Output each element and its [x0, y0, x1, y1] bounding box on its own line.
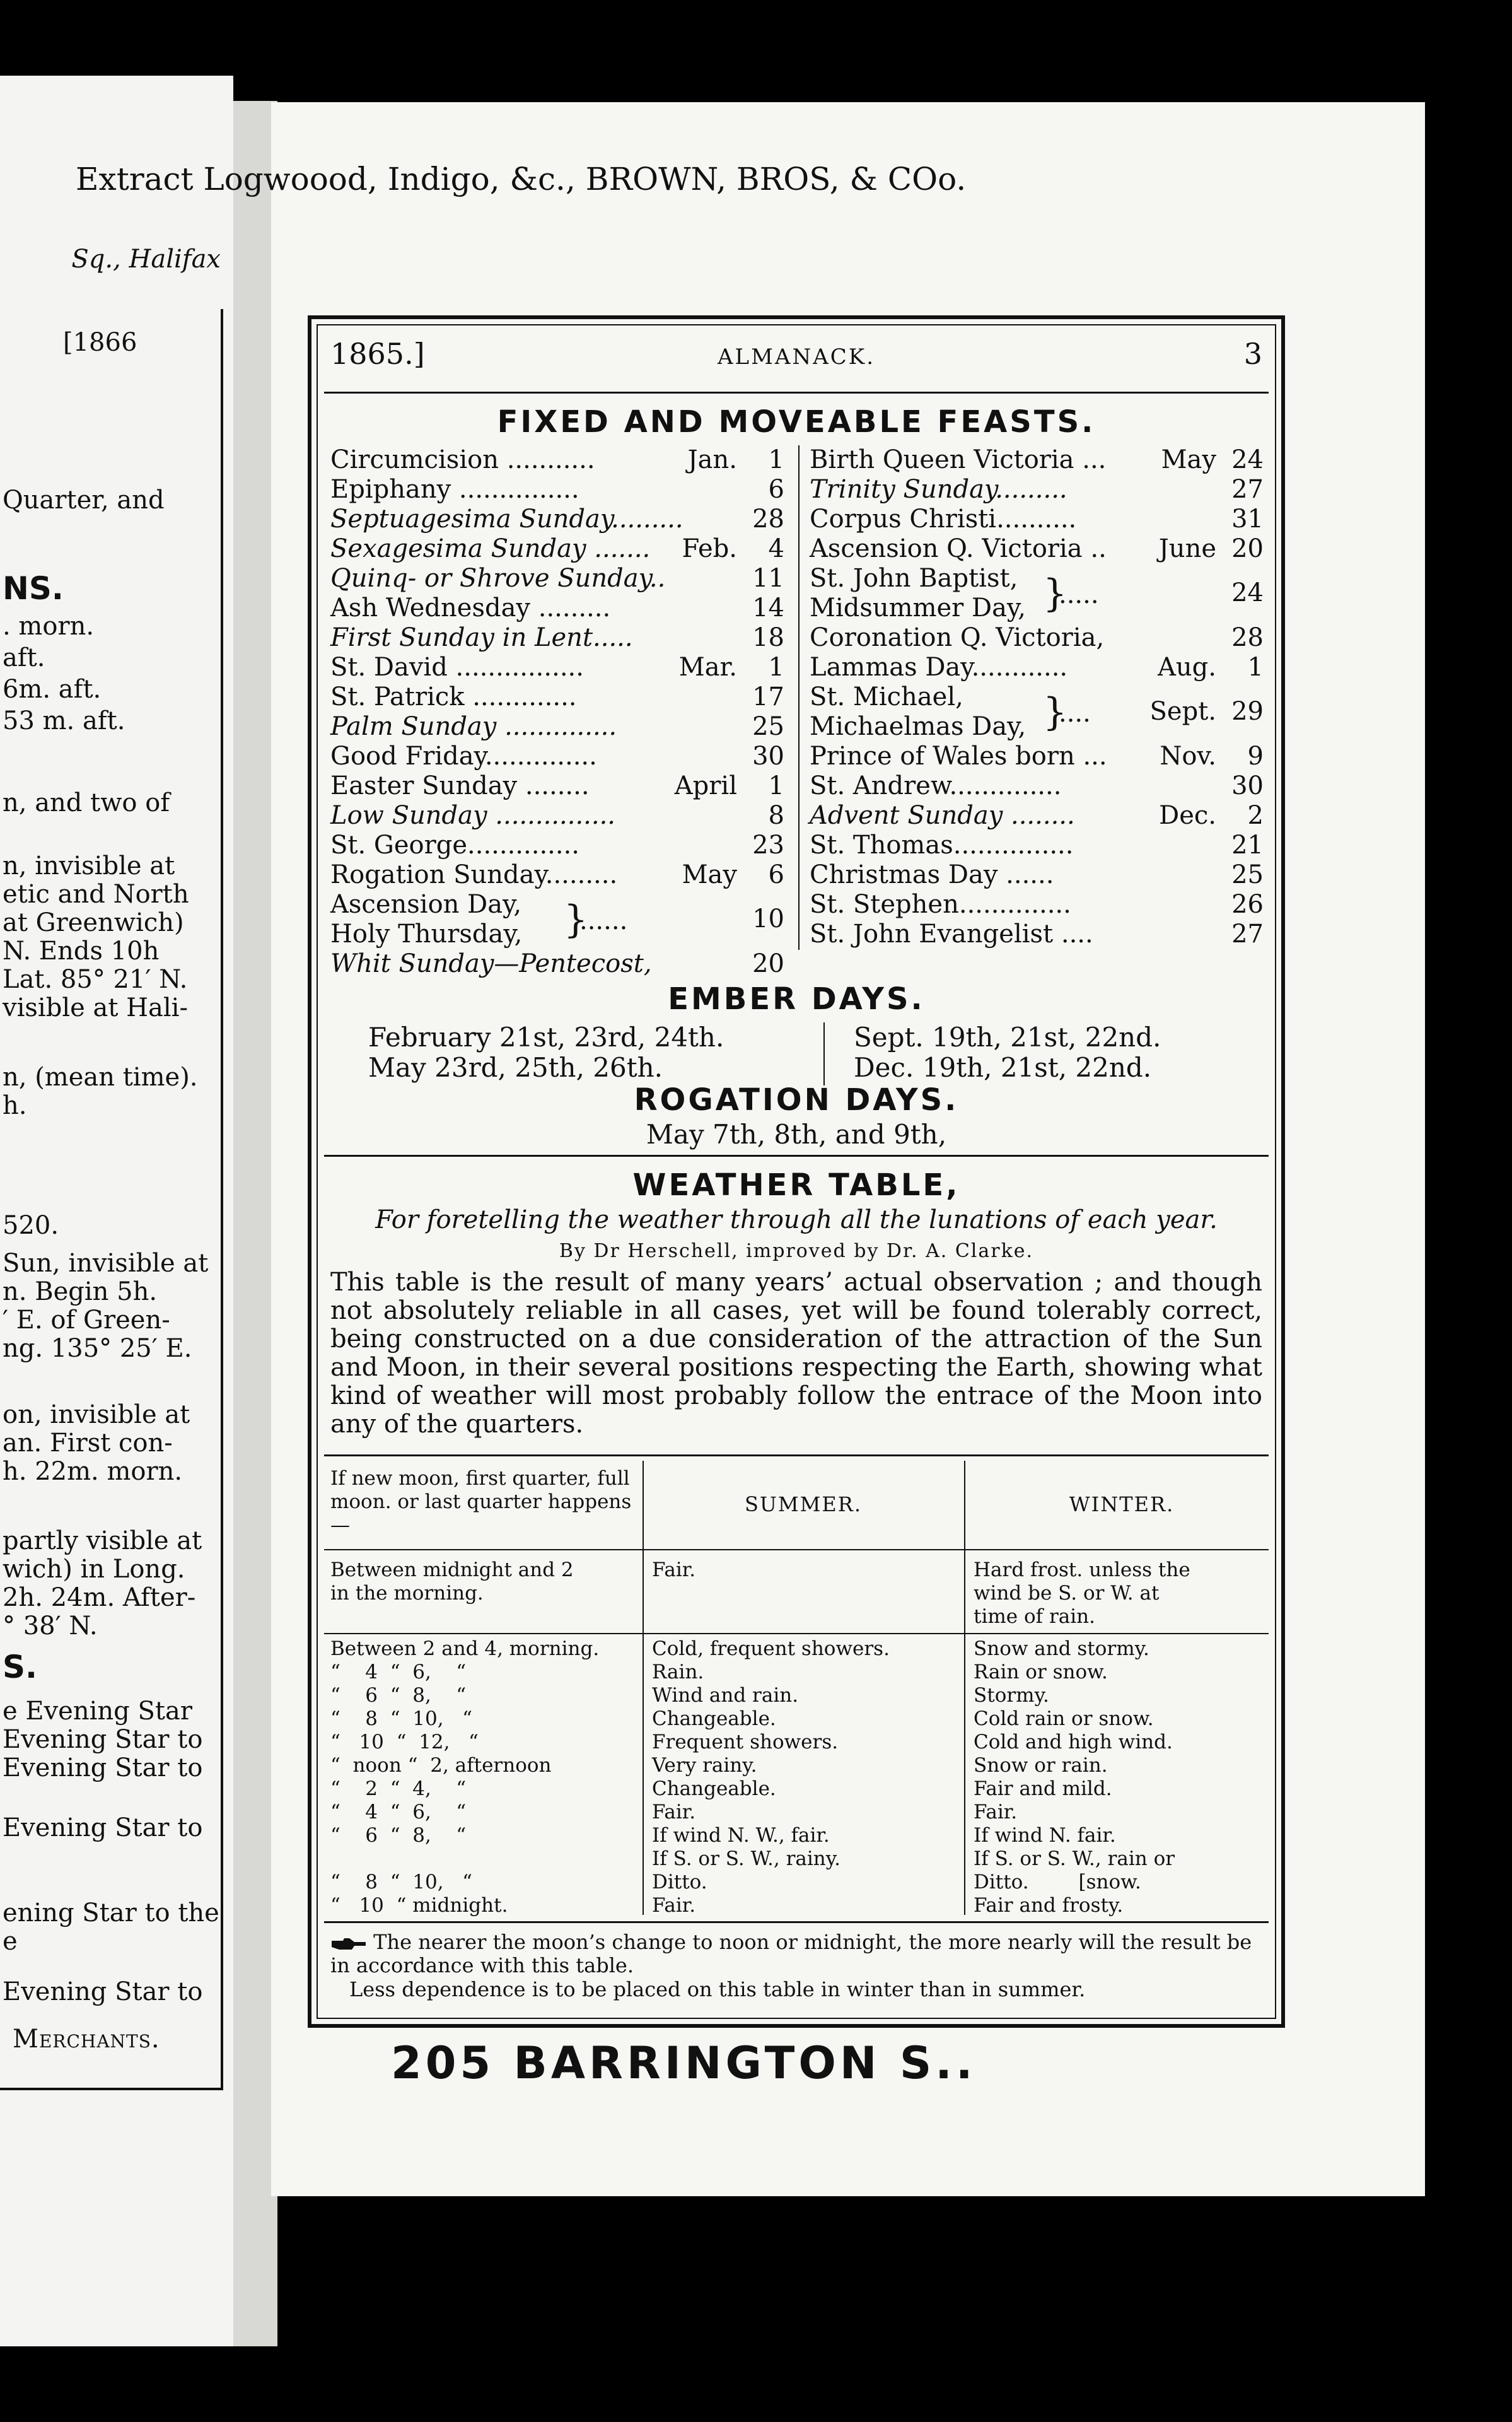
left-page-line: 520. [3, 1211, 59, 1240]
feast-row [330, 505, 784, 534]
left-page-line: . morn. [3, 612, 95, 641]
weather-col-winter-head: WINTER. [1069, 1492, 1175, 1516]
weather-when: “ 8 “ 10, “ [330, 1871, 472, 1893]
left-page-line: Evening Star to [3, 1753, 203, 1782]
left-page-line: Evening Star to [3, 1813, 203, 1842]
weather-when: Between 2 and 4, morning. [330, 1637, 600, 1660]
left-page-line: visible at Hali- [3, 993, 188, 1022]
left-page-line: 2h. 24m. After- [3, 1583, 196, 1612]
rogation-dates: May 7th, 8th, and 9th, [646, 1119, 947, 1150]
feast-name: Easter Sunday ........ [330, 771, 590, 800]
weather-row-rule [324, 1633, 1269, 1634]
feast-day: 6 [768, 860, 784, 889]
feast-name: Sexagesima Sunday ....... [330, 534, 651, 563]
leader-dots: ...... [579, 906, 628, 935]
weather-winter: Cold and high wind. [974, 1731, 1173, 1753]
feast-name: Coronation Q. Victoria, [810, 623, 1105, 652]
feast-day: 20 [752, 949, 784, 978]
feast-day: 25 [1231, 860, 1264, 889]
feast-day: 1 [768, 445, 784, 474]
leader-dots: .... [1059, 699, 1091, 728]
feast-row [810, 682, 1264, 742]
weather-when: “ 4 “ 6, “ [330, 1661, 467, 1683]
feast-row [810, 831, 1264, 860]
feast-row [810, 475, 1264, 505]
feast-month: Feb. [682, 534, 737, 563]
pointing-hand-icon [330, 1936, 367, 1952]
feast-name: Corpus Christi.......... [810, 505, 1077, 534]
feast-row [330, 742, 784, 771]
weather-col-summer-head: SUMMER. [744, 1492, 863, 1516]
weather-winter: Fair and frosty. [974, 1894, 1124, 1917]
feasts-right-column [810, 445, 1264, 949]
weather-summer: Very rainy. [652, 1754, 757, 1777]
feast-row [810, 801, 1264, 831]
feast-name: Whit Sunday—Pentecost, [330, 949, 652, 978]
feast-day: 31 [1231, 505, 1264, 534]
feast-name: St. Stephen.............. [810, 890, 1071, 919]
weather-note-text: The nearer the moon’s change to noon or midnight, the more nearly will the result be in accordance with this table. [330, 1930, 1252, 1977]
feast-name: Septuagesima Sunday......... [330, 505, 683, 534]
feast-day: 25 [752, 712, 784, 741]
weather-when: “ 4 “ 6, “ [330, 1801, 467, 1823]
title-row [330, 337, 1262, 381]
feast-row [330, 771, 784, 801]
left-page-line: partly visible at [3, 1526, 202, 1555]
feast-day: 2 [1247, 801, 1264, 830]
feast-row [330, 445, 784, 475]
weather-summer: Rain. [652, 1661, 704, 1683]
feast-row [330, 801, 784, 831]
weather-winter: Hard frost. unless the wind be S. or W. at time of rain. [974, 1559, 1190, 1628]
feasts-left-column [330, 445, 784, 979]
feast-row [330, 682, 784, 712]
feast-day: 27 [1231, 920, 1264, 949]
page-header: Extract Logwoood, Indigo, &c., BROWN, BROS, & COo. [76, 161, 967, 197]
feast-row [810, 890, 1264, 920]
left-page-line: Evening Star to [3, 1977, 203, 2006]
weather-byline: By Dr Herschell, improved by Dr. A. Clarke. [559, 1240, 1034, 1262]
weather-note-2: Less dependence is to be placed on this table in winter than in summer. [349, 1977, 1086, 2001]
feast-day: 24 [1231, 445, 1264, 474]
left-page-line: ng. 135° 25′ E. [3, 1334, 192, 1363]
weather-winter: If wind N. fair. If S. or S. W., rain or [974, 1824, 1175, 1870]
feast-row [330, 594, 784, 623]
feast-row [330, 712, 784, 742]
left-page-line: ° 38′ N. [3, 1612, 98, 1641]
feast-month: May [682, 860, 737, 889]
feast-row [810, 623, 1264, 653]
title-rule [324, 392, 1269, 394]
weather-winter: Snow and stormy. [974, 1637, 1149, 1660]
feast-day: 30 [752, 742, 784, 771]
left-page-line: ening Star to the [3, 1898, 219, 1928]
feast-name: St. Andrew.............. [810, 771, 1062, 800]
left-page-line: n, invisible at [3, 851, 175, 880]
feast-month: Jan. [687, 445, 737, 474]
feast-name: Palm Sunday .............. [330, 712, 617, 741]
leader-dots: ..... [1059, 580, 1099, 609]
feast-row [330, 653, 784, 682]
left-page-line: wich) in Long. [3, 1555, 185, 1584]
left-page-line: n, (mean time). [3, 1063, 198, 1092]
weather-table [324, 1461, 1269, 1915]
almanac-frame [308, 315, 1285, 2028]
feast-name: Epiphany ............... [330, 475, 579, 504]
left-page-line: n, and two of [3, 788, 170, 817]
weather-col-divider [964, 1461, 965, 1915]
feast-row [330, 623, 784, 653]
weather-when: “ 10 “ 12, “ [330, 1731, 479, 1753]
left-page-line: 6m. aft. [3, 675, 102, 704]
weather-winter: Fair. [974, 1801, 1018, 1823]
page-number: 3 [1243, 337, 1262, 371]
left-page-line: at Greenwich) [3, 908, 184, 937]
left-page-line: S. [3, 1649, 38, 1685]
weather-summer: Ditto. [652, 1871, 707, 1893]
feast-name: St. Michael, Michaelmas Day, [810, 682, 1026, 741]
left-page-line: NS. [3, 570, 64, 607]
brace: } [1043, 571, 1067, 616]
weather-winter: Stormy. [974, 1684, 1049, 1707]
ember-line: Dec. 19th, 21st, 22nd. [854, 1052, 1152, 1083]
weather-summer: If wind N. W., fair. If S. or S. W., rainy. [652, 1824, 841, 1870]
feast-day: 29 [1231, 697, 1264, 726]
weather-summer: Changeable. [652, 1777, 776, 1800]
feast-day: 10 [752, 904, 784, 933]
feast-row [330, 475, 784, 505]
left-page-line: Lat. 85° 21′ N. [3, 965, 188, 994]
feast-day: 21 [1231, 831, 1264, 860]
feast-row [330, 890, 784, 949]
feast-name: Quinq- or Shrove Sunday.. [330, 564, 666, 593]
brace: } [564, 898, 588, 942]
feast-month: May [1161, 445, 1216, 474]
feast-row [810, 653, 1264, 682]
feast-name: St. George.............. [330, 831, 580, 860]
left-page-line: etic and North [3, 880, 189, 909]
almanac-year: 1865.] [330, 337, 425, 371]
feast-name: St. John Baptist, Midsummer Day, [810, 564, 1026, 623]
feast-row [330, 831, 784, 860]
weather-table-top-rule [324, 1454, 1269, 1456]
ember-divider [823, 1022, 825, 1085]
weather-heading: WEATHER TABLE, [632, 1167, 960, 1203]
left-page-line: h. 22m. morn. [3, 1457, 183, 1486]
feast-name: Low Sunday ............... [330, 801, 616, 830]
weather-when: “ 6 “ 8, “ [330, 1824, 467, 1847]
weather-when: “ noon “ 2, afternoon [330, 1754, 552, 1777]
left-page-footer: Merchants. [13, 2025, 160, 2054]
feast-month: Aug. [1158, 653, 1216, 682]
feast-row [810, 920, 1264, 949]
left-page-header: Sq., Halifax [71, 245, 221, 274]
weather-summer: Wind and rain. [652, 1684, 799, 1707]
feast-row [810, 771, 1264, 801]
feast-day: 1 [768, 771, 784, 800]
feast-name: St. John Evangelist .... [810, 920, 1093, 949]
weather-summer: Cold, frequent showers. [652, 1637, 890, 1660]
weather-col-divider [643, 1461, 644, 1915]
feast-day: 20 [1231, 534, 1264, 563]
feast-name: Trinity Sunday......... [810, 475, 1067, 504]
feast-row [810, 445, 1264, 475]
feast-name: St. Thomas............... [810, 831, 1074, 860]
left-page-line: Evening Star to [3, 1725, 203, 1754]
ember-line: February 21st, 23rd, 24th. [368, 1022, 724, 1053]
weather-winter: Cold rain or snow. [974, 1707, 1154, 1730]
ember-line: Sept. 19th, 21st, 22nd. [854, 1022, 1161, 1053]
feast-day: 18 [752, 623, 784, 652]
feast-day: 28 [1231, 623, 1264, 652]
feast-row [330, 564, 784, 594]
weather-when: “ 6 “ 8, “ [330, 1684, 467, 1707]
weather-when: “ 10 “ midnight. [330, 1894, 508, 1917]
feast-day: 6 [768, 475, 784, 504]
weather-note [330, 1931, 1262, 1977]
weather-summer: Fair. [652, 1801, 696, 1823]
weather-winter: Rain or snow. [974, 1661, 1108, 1683]
feast-name: Ascension Q. Victoria .. [810, 534, 1107, 563]
left-page-line: aft. [3, 643, 45, 672]
weather-table-bottom-rule [324, 1921, 1269, 1923]
rogation-heading: ROGATION DAYS. [634, 1082, 959, 1118]
feast-row [810, 505, 1264, 534]
left-page-line: e Evening Star [3, 1697, 192, 1726]
left-page-year: [1866 [63, 328, 137, 357]
page-footer-address: 205 BARRINGTON S.. [391, 2037, 977, 2089]
feast-day: 1 [768, 653, 784, 682]
left-page-line: e [3, 1927, 18, 1956]
feast-name: Advent Sunday ........ [810, 801, 1075, 830]
weather-paragraph: This table is the result of many years’ actual observation ; and though not absolutely reliable in all cases, yet will be found tolerably correct, being constructed on a due consideration of the attraction of the Sun and Moon, in their several positions respecting the Earth, showing what kind of weather will most probably follow the entrace of the Moon into any of the quarters. [330, 1268, 1262, 1439]
feast-name: St. David ................ [330, 653, 584, 682]
left-page-line: n. Begin 5h. [3, 1277, 158, 1306]
weather-when: “ 8 “ 10, “ [330, 1707, 472, 1730]
feast-day: 27 [1231, 475, 1264, 504]
almanac-title: ALMANACK. [717, 344, 876, 370]
feast-row [810, 742, 1264, 771]
feast-name: Ascension Day, Holy Thursday, [330, 890, 523, 949]
brace: } [1043, 690, 1067, 734]
weather-summer: Fair. [652, 1559, 696, 1581]
feast-name: Circumcision ........... [330, 445, 595, 474]
feast-month: Mar. [678, 653, 737, 682]
left-page-line: 53 m. aft. [3, 706, 125, 735]
feasts-heading: FIXED AND MOVEABLE FEASTS. [497, 404, 1096, 440]
feast-day: 28 [752, 505, 784, 534]
left-page-line: an. First con- [3, 1429, 173, 1458]
ember-right [854, 1022, 1161, 1083]
feast-day: 1 [1247, 653, 1264, 682]
weather-summer: Frequent showers. [652, 1731, 839, 1753]
feast-name: Lammas Day............ [810, 653, 1068, 682]
feast-month: Nov. [1160, 742, 1216, 771]
feast-month: Sept. [1149, 697, 1216, 726]
feast-row [810, 534, 1264, 564]
weather-subtitle: For foretelling the weather through all the lunations of each year. [375, 1205, 1218, 1234]
rogation-rule [324, 1155, 1269, 1157]
feast-name: Prince of Wales born ... [810, 742, 1107, 771]
ember-line: May 23rd, 25th, 26th. [368, 1052, 663, 1083]
feast-name: Rogation Sunday......... [330, 860, 618, 889]
feast-row [330, 534, 784, 564]
left-page-line: h. [3, 1091, 27, 1120]
weather-when: Between midnight and 2 in the morning. [330, 1559, 574, 1605]
ember-heading: EMBER DAYS. [668, 981, 925, 1017]
feast-day: 30 [1231, 771, 1264, 800]
feast-name: St. Patrick ............. [330, 682, 577, 711]
feast-day: 17 [752, 682, 784, 711]
left-page-line: Quarter, and [3, 486, 165, 515]
weather-winter: Fair and mild. [974, 1777, 1112, 1800]
feast-row [330, 949, 784, 979]
weather-summer: Fair. [652, 1894, 696, 1917]
feast-month: June [1158, 534, 1216, 563]
feasts-divider [798, 445, 800, 950]
left-page-line: on, invisible at [3, 1400, 190, 1429]
feast-day: 14 [752, 594, 784, 623]
feast-day: 9 [1247, 742, 1264, 771]
feasts-table [330, 445, 1264, 978]
feast-name: First Sunday in Lent..... [330, 623, 633, 652]
feast-name: Christmas Day ...... [810, 860, 1054, 889]
weather-when: “ 2 “ 4, “ [330, 1777, 467, 1800]
feast-day: 26 [1231, 890, 1264, 919]
feast-row [810, 860, 1264, 890]
weather-winter: Snow or rain. [974, 1754, 1108, 1777]
feast-day: 23 [752, 831, 784, 860]
weather-head-rule [324, 1549, 1269, 1550]
feast-row [810, 564, 1264, 623]
feast-month: Dec. [1159, 801, 1216, 830]
ember-left [368, 1022, 724, 1083]
feast-month: April [674, 771, 737, 800]
weather-col-when-head: If new moon, first quarter, full moon. or last quarter happens— [330, 1467, 632, 1536]
feast-day: 4 [768, 534, 784, 563]
feast-day: 8 [768, 801, 784, 830]
feast-name: Birth Queen Victoria ... [810, 445, 1107, 474]
weather-winter: Ditto. [snow. [974, 1871, 1141, 1893]
left-page [0, 76, 233, 2346]
left-page-line: N. Ends 10h [3, 937, 160, 966]
left-page-line: ′ E. of Green- [3, 1306, 170, 1335]
feast-name: Ash Wednesday ......... [330, 594, 611, 623]
feast-day: 11 [752, 564, 784, 593]
left-page-line: Sun, invisible at [3, 1249, 209, 1278]
feast-row [330, 860, 784, 890]
weather-summer: Changeable. [652, 1707, 776, 1730]
feast-name: Good Friday.............. [330, 742, 597, 771]
feast-day: 24 [1231, 578, 1264, 607]
